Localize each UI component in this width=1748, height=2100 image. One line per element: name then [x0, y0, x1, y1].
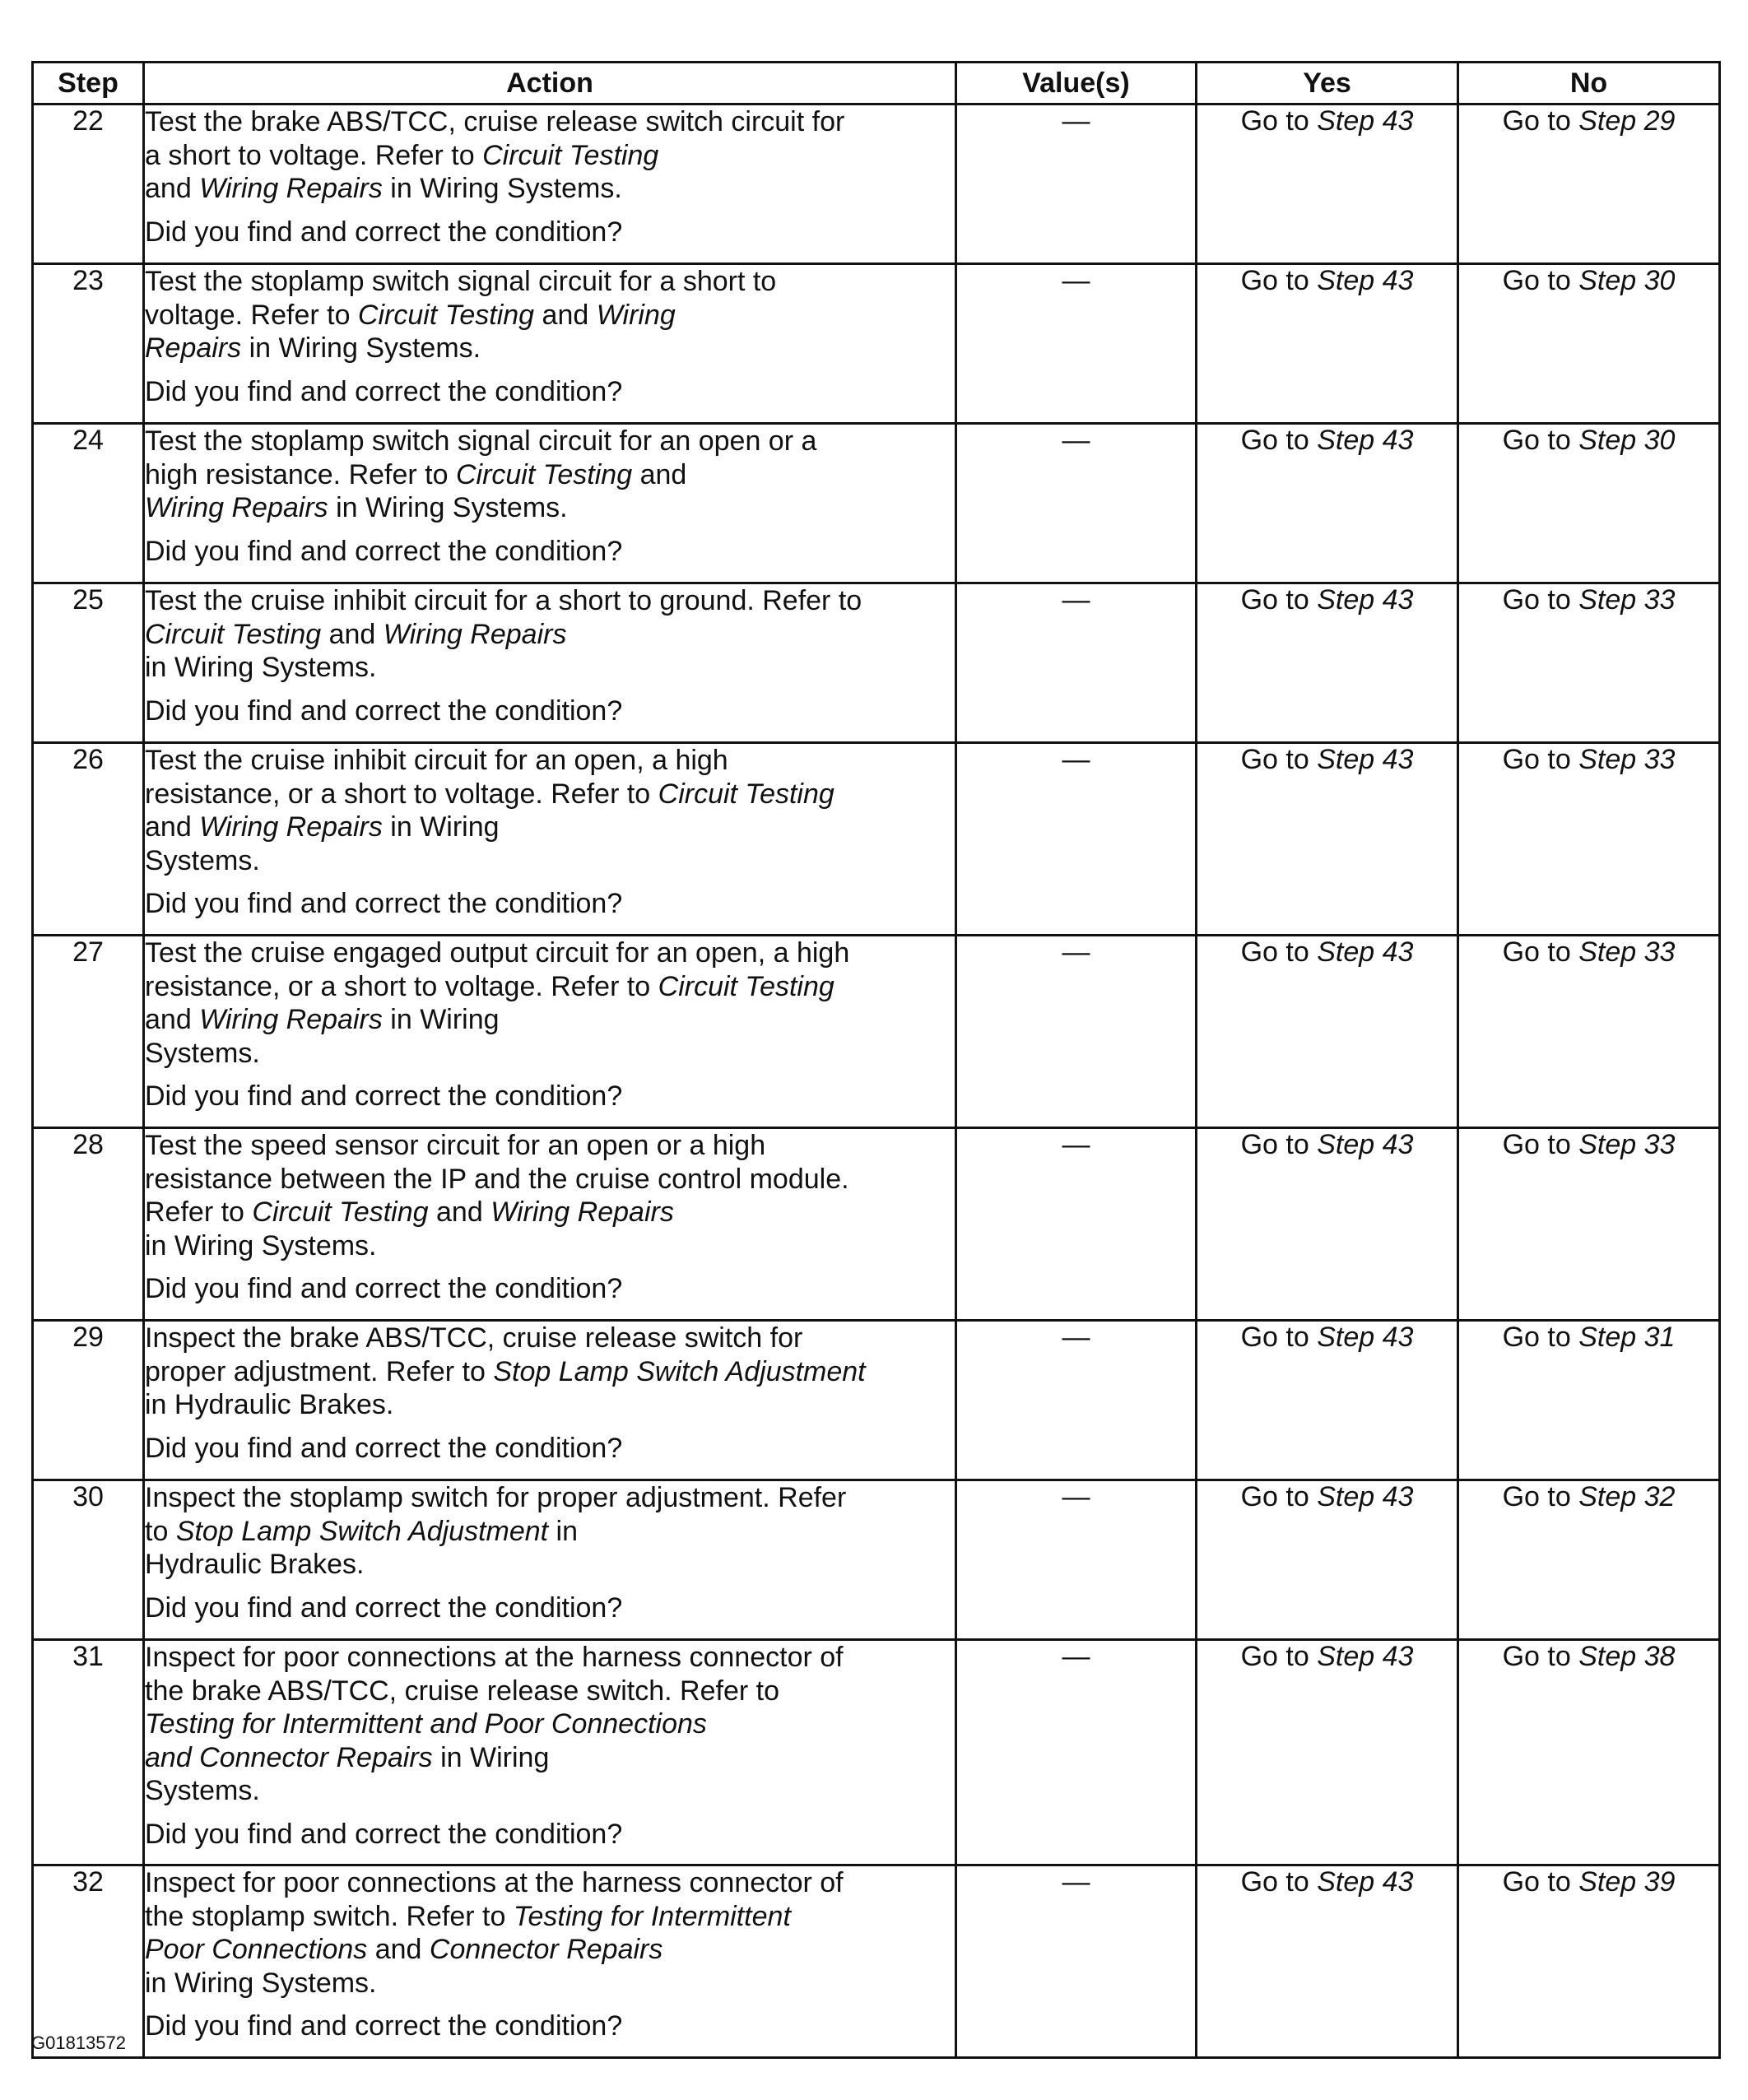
yes-goto-prefix: Go to	[1240, 1641, 1309, 1672]
step-number: 31	[33, 1640, 144, 1865]
action-text	[145, 1322, 955, 1422]
action-reference: Circuit Testing	[658, 970, 834, 1002]
header-step: Step	[33, 63, 144, 105]
no-goto-step-link: Step 33	[1578, 744, 1676, 775]
yes-cell	[1197, 105, 1458, 264]
no-goto-prefix: Go to	[1502, 1129, 1571, 1160]
yes-cell	[1197, 1480, 1458, 1640]
action-segment: in Wiring Systems.	[328, 492, 568, 523]
action-reference: Wiring Repairs	[145, 299, 676, 364]
no-goto-step-link: Step 33	[1578, 1129, 1676, 1160]
action-reference: Wiring Repairs	[199, 811, 383, 843]
yes-cell	[1197, 936, 1458, 1128]
no-goto-step-link: Step 30	[1578, 265, 1676, 296]
step-number: 27	[33, 936, 144, 1128]
action-reference: Circuit Testing	[252, 1196, 429, 1228]
no-cell	[1458, 1865, 1720, 2058]
step-number: 23	[33, 264, 144, 424]
yes-goto-prefix: Go to	[1240, 1481, 1309, 1512]
yes-goto-prefix: Go to	[1240, 584, 1309, 616]
no-cell	[1458, 264, 1720, 424]
table-row	[33, 1128, 1720, 1321]
no-goto-prefix: Go to	[1502, 1322, 1571, 1353]
action-segment: Inspect the brake ABS/TCC, cruise release switch for proper adjustment. Refer to	[145, 1322, 803, 1387]
yes-goto-prefix: Go to	[1240, 425, 1309, 456]
action-reference: Wiring Repairs	[199, 173, 383, 204]
value-cell: —	[956, 1480, 1197, 1640]
yes-cell	[1197, 1640, 1458, 1865]
yes-goto-step-link: Step 43	[1317, 1481, 1414, 1512]
yes-goto-prefix: Go to	[1240, 744, 1309, 775]
action-reference: Circuit Testing	[658, 778, 834, 810]
action-question: Did you find and correct the condition?	[145, 888, 623, 919]
header-values: Value(s)	[956, 63, 1197, 105]
no-cell	[1458, 1321, 1720, 1480]
action-segment: and	[145, 1004, 192, 1035]
step-number: 28	[33, 1128, 144, 1321]
no-goto-step-link: Step 30	[1578, 425, 1676, 456]
yes-goto-step-link: Step 43	[1317, 1641, 1414, 1672]
table-body	[33, 105, 1720, 2058]
action-reference: Wiring Repairs	[383, 618, 567, 650]
value-cell: —	[956, 743, 1197, 936]
yes-goto-prefix: Go to	[1240, 1866, 1309, 1898]
action-segment: in Wiring Systems.	[145, 1229, 377, 1261]
value-cell: —	[956, 1640, 1197, 1865]
table-row	[33, 583, 1720, 743]
table-row	[33, 105, 1720, 264]
table-row	[33, 1321, 1720, 1480]
value-cell: —	[956, 105, 1197, 264]
no-goto-prefix: Go to	[1502, 936, 1571, 968]
action-reference: Testing for Intermittent Poor Connections	[145, 1900, 791, 1965]
action-cell	[144, 1865, 956, 2058]
action-segment: in Wiring Systems.	[145, 652, 377, 683]
yes-goto-step-link: Step 43	[1317, 105, 1414, 137]
no-cell	[1458, 743, 1720, 936]
value-cell: —	[956, 264, 1197, 424]
table-row	[33, 424, 1720, 583]
yes-goto-step-link: Step 43	[1317, 1322, 1414, 1353]
table-row	[33, 743, 1720, 936]
step-number: 22	[33, 105, 144, 264]
action-text	[145, 1481, 955, 1582]
step-number: 25	[33, 583, 144, 743]
action-text	[145, 744, 955, 877]
action-reference: Wiring Repairs	[145, 492, 328, 523]
no-goto-step-link: Step 29	[1578, 105, 1676, 137]
action-segment: Inspect for poor connections at the harness connector of the stoplamp switch. Refer to	[145, 1867, 844, 1932]
action-segment: Test the cruise inhibit circuit for a short to ground. Refer to	[145, 585, 862, 616]
header-yes: Yes	[1197, 63, 1458, 105]
yes-cell	[1197, 424, 1458, 583]
header-row	[33, 63, 1720, 105]
action-text	[145, 425, 955, 525]
no-goto-prefix: Go to	[1502, 1481, 1571, 1512]
yes-goto-step-link: Step 43	[1317, 265, 1414, 296]
action-text	[145, 1641, 955, 1808]
no-goto-step-link: Step 31	[1578, 1322, 1676, 1353]
action-reference: Wiring Repairs	[490, 1196, 674, 1228]
action-text	[145, 105, 955, 206]
action-segment: in Wiring Systems.	[382, 173, 622, 204]
yes-goto-prefix: Go to	[1240, 105, 1309, 137]
yes-goto-step-link: Step 43	[1317, 584, 1414, 616]
yes-goto-step-link: Step 43	[1317, 744, 1414, 775]
action-cell	[144, 424, 956, 583]
action-question: Did you find and correct the condition?	[145, 1273, 623, 1304]
no-goto-step-link: Step 38	[1578, 1641, 1676, 1672]
no-goto-prefix: Go to	[1502, 1641, 1571, 1672]
action-question: Did you find and correct the condition?	[145, 216, 623, 248]
action-reference: Stop Lamp Switch Adjustment	[493, 1355, 866, 1387]
action-cell	[144, 936, 956, 1128]
yes-cell	[1197, 1321, 1458, 1480]
action-question: Did you find and correct the condition?	[145, 2010, 623, 2042]
yes-cell	[1197, 1865, 1458, 2058]
yes-cell	[1197, 743, 1458, 936]
action-segment: in Hydraulic Brakes.	[145, 1389, 394, 1420]
value-cell: —	[956, 1128, 1197, 1321]
yes-goto-step-link: Step 43	[1317, 1129, 1414, 1160]
no-goto-prefix: Go to	[1502, 265, 1571, 296]
step-number: 30	[33, 1480, 144, 1640]
action-reference: Circuit Testing	[482, 139, 659, 171]
value-cell: —	[956, 1865, 1197, 2058]
action-segment: in Wiring Systems.	[145, 1741, 550, 1806]
value-cell: —	[956, 583, 1197, 743]
yes-cell	[1197, 1128, 1458, 1321]
no-cell	[1458, 1640, 1720, 1865]
no-goto-prefix: Go to	[1502, 1866, 1571, 1898]
action-reference: Wiring Repairs	[199, 1004, 383, 1035]
action-segment: in Wiring Systems.	[145, 811, 500, 876]
header-no: No	[1458, 63, 1720, 105]
action-question: Did you find and correct the condition?	[145, 1432, 623, 1464]
yes-goto-step-link: Step 43	[1317, 936, 1414, 968]
table-row	[33, 936, 1720, 1128]
step-number: 32	[33, 1865, 144, 2058]
no-goto-step-link: Step 33	[1578, 936, 1676, 968]
no-cell	[1458, 424, 1720, 583]
table-row	[33, 1480, 1720, 1640]
action-segment: and	[145, 811, 192, 843]
action-segment: and	[428, 1196, 491, 1228]
action-reference: Connector Repairs	[429, 1934, 663, 1965]
action-text	[145, 936, 955, 1070]
action-cell	[144, 583, 956, 743]
yes-goto-step-link: Step 43	[1317, 425, 1414, 456]
action-question: Did you find and correct the condition?	[145, 535, 623, 567]
table-row	[33, 264, 1720, 424]
action-question: Did you find and correct the condition?	[145, 695, 623, 727]
no-goto-prefix: Go to	[1502, 105, 1571, 137]
yes-goto-prefix: Go to	[1240, 1322, 1309, 1353]
no-cell	[1458, 1128, 1720, 1321]
yes-goto-prefix: Go to	[1240, 936, 1309, 968]
no-cell	[1458, 1480, 1720, 1640]
action-reference: Circuit Testing	[145, 618, 322, 650]
no-goto-prefix: Go to	[1502, 744, 1571, 775]
table-row	[33, 1865, 1720, 2058]
action-question: Did you find and correct the condition?	[145, 1818, 623, 1850]
no-goto-step-link: Step 33	[1578, 584, 1676, 616]
action-segment: in Wiring Systems.	[145, 1004, 500, 1069]
no-goto-step-link: Step 32	[1578, 1481, 1676, 1512]
action-segment: Inspect for poor connections at the harness connector of the brake ABS/TCC, cruise release switch. Refer to	[145, 1642, 844, 1707]
action-text	[145, 1129, 955, 1262]
value-cell: —	[956, 1321, 1197, 1480]
action-cell	[144, 264, 956, 424]
action-question: Did you find and correct the condition?	[145, 375, 623, 407]
action-text	[145, 584, 955, 685]
action-segment: in Wiring Systems.	[241, 332, 481, 364]
action-reference: Circuit Testing	[357, 299, 535, 331]
action-segment: Inspect the stoplamp switch for proper adjustment. Refer to	[145, 1482, 847, 1547]
action-segment: Test the speed sensor circuit for an open or a high resistance between the IP and the cruise control module. Refer to	[145, 1130, 849, 1228]
header-action: Action	[144, 63, 956, 105]
action-cell	[144, 1640, 956, 1865]
step-number: 26	[33, 743, 144, 936]
step-number: 29	[33, 1321, 144, 1480]
action-text	[145, 265, 955, 365]
table-row	[33, 1640, 1720, 1865]
value-cell: —	[956, 424, 1197, 583]
figure-id: G01813572	[31, 2033, 126, 2053]
action-cell	[144, 1480, 956, 1640]
no-goto-prefix: Go to	[1502, 584, 1571, 616]
action-reference: Testing for Intermittent and Poor Connections and Connector Repairs	[145, 1708, 707, 1773]
action-cell	[144, 1321, 956, 1480]
diagnostic-table	[31, 61, 1721, 2059]
yes-goto-prefix: Go to	[1240, 1129, 1309, 1160]
action-segment: and	[145, 173, 192, 204]
step-number: 24	[33, 424, 144, 583]
action-segment: and	[534, 299, 597, 331]
action-segment: and	[639, 458, 687, 490]
yes-goto-step-link: Step 43	[1317, 1866, 1414, 1898]
action-segment: in Hydraulic Brakes.	[145, 1515, 579, 1580]
action-cell	[144, 743, 956, 936]
action-segment: and	[321, 618, 384, 650]
action-reference: Stop Lamp Switch Adjustment	[175, 1515, 549, 1547]
no-cell	[1458, 105, 1720, 264]
yes-cell	[1197, 264, 1458, 424]
action-question: Did you find and correct the condition?	[145, 1080, 623, 1112]
no-goto-step-link: Step 39	[1578, 1866, 1676, 1898]
action-cell	[144, 105, 956, 264]
action-segment: Test the stoplamp switch signal circuit for an open or a high resistance. Refer to	[145, 425, 817, 490]
action-cell	[144, 1128, 956, 1321]
action-segment: and	[367, 1934, 430, 1965]
yes-goto-prefix: Go to	[1240, 265, 1309, 296]
action-segment: Test the cruise inhibit circuit for an open, a high resistance, or a short to voltage. Refer to	[145, 745, 728, 810]
value-cell: —	[956, 936, 1197, 1128]
no-cell	[1458, 583, 1720, 743]
yes-cell	[1197, 583, 1458, 743]
action-segment: Test the cruise engaged output circuit for an open, a high resistance, or a short to voltage. Refer to	[145, 937, 850, 1002]
action-segment: Test the brake ABS/TCC, cruise release switch circuit for a short to voltage. Refer to	[145, 106, 845, 171]
no-cell	[1458, 936, 1720, 1128]
action-segment: in Wiring Systems.	[145, 1967, 377, 1999]
action-text	[145, 1866, 955, 2000]
action-segment: Test the stoplamp switch signal circuit for a short to voltage. Refer to	[145, 266, 777, 331]
action-reference: Circuit Testing	[455, 458, 633, 490]
action-question: Did you find and correct the condition?	[145, 1591, 623, 1624]
no-goto-prefix: Go to	[1502, 425, 1571, 456]
